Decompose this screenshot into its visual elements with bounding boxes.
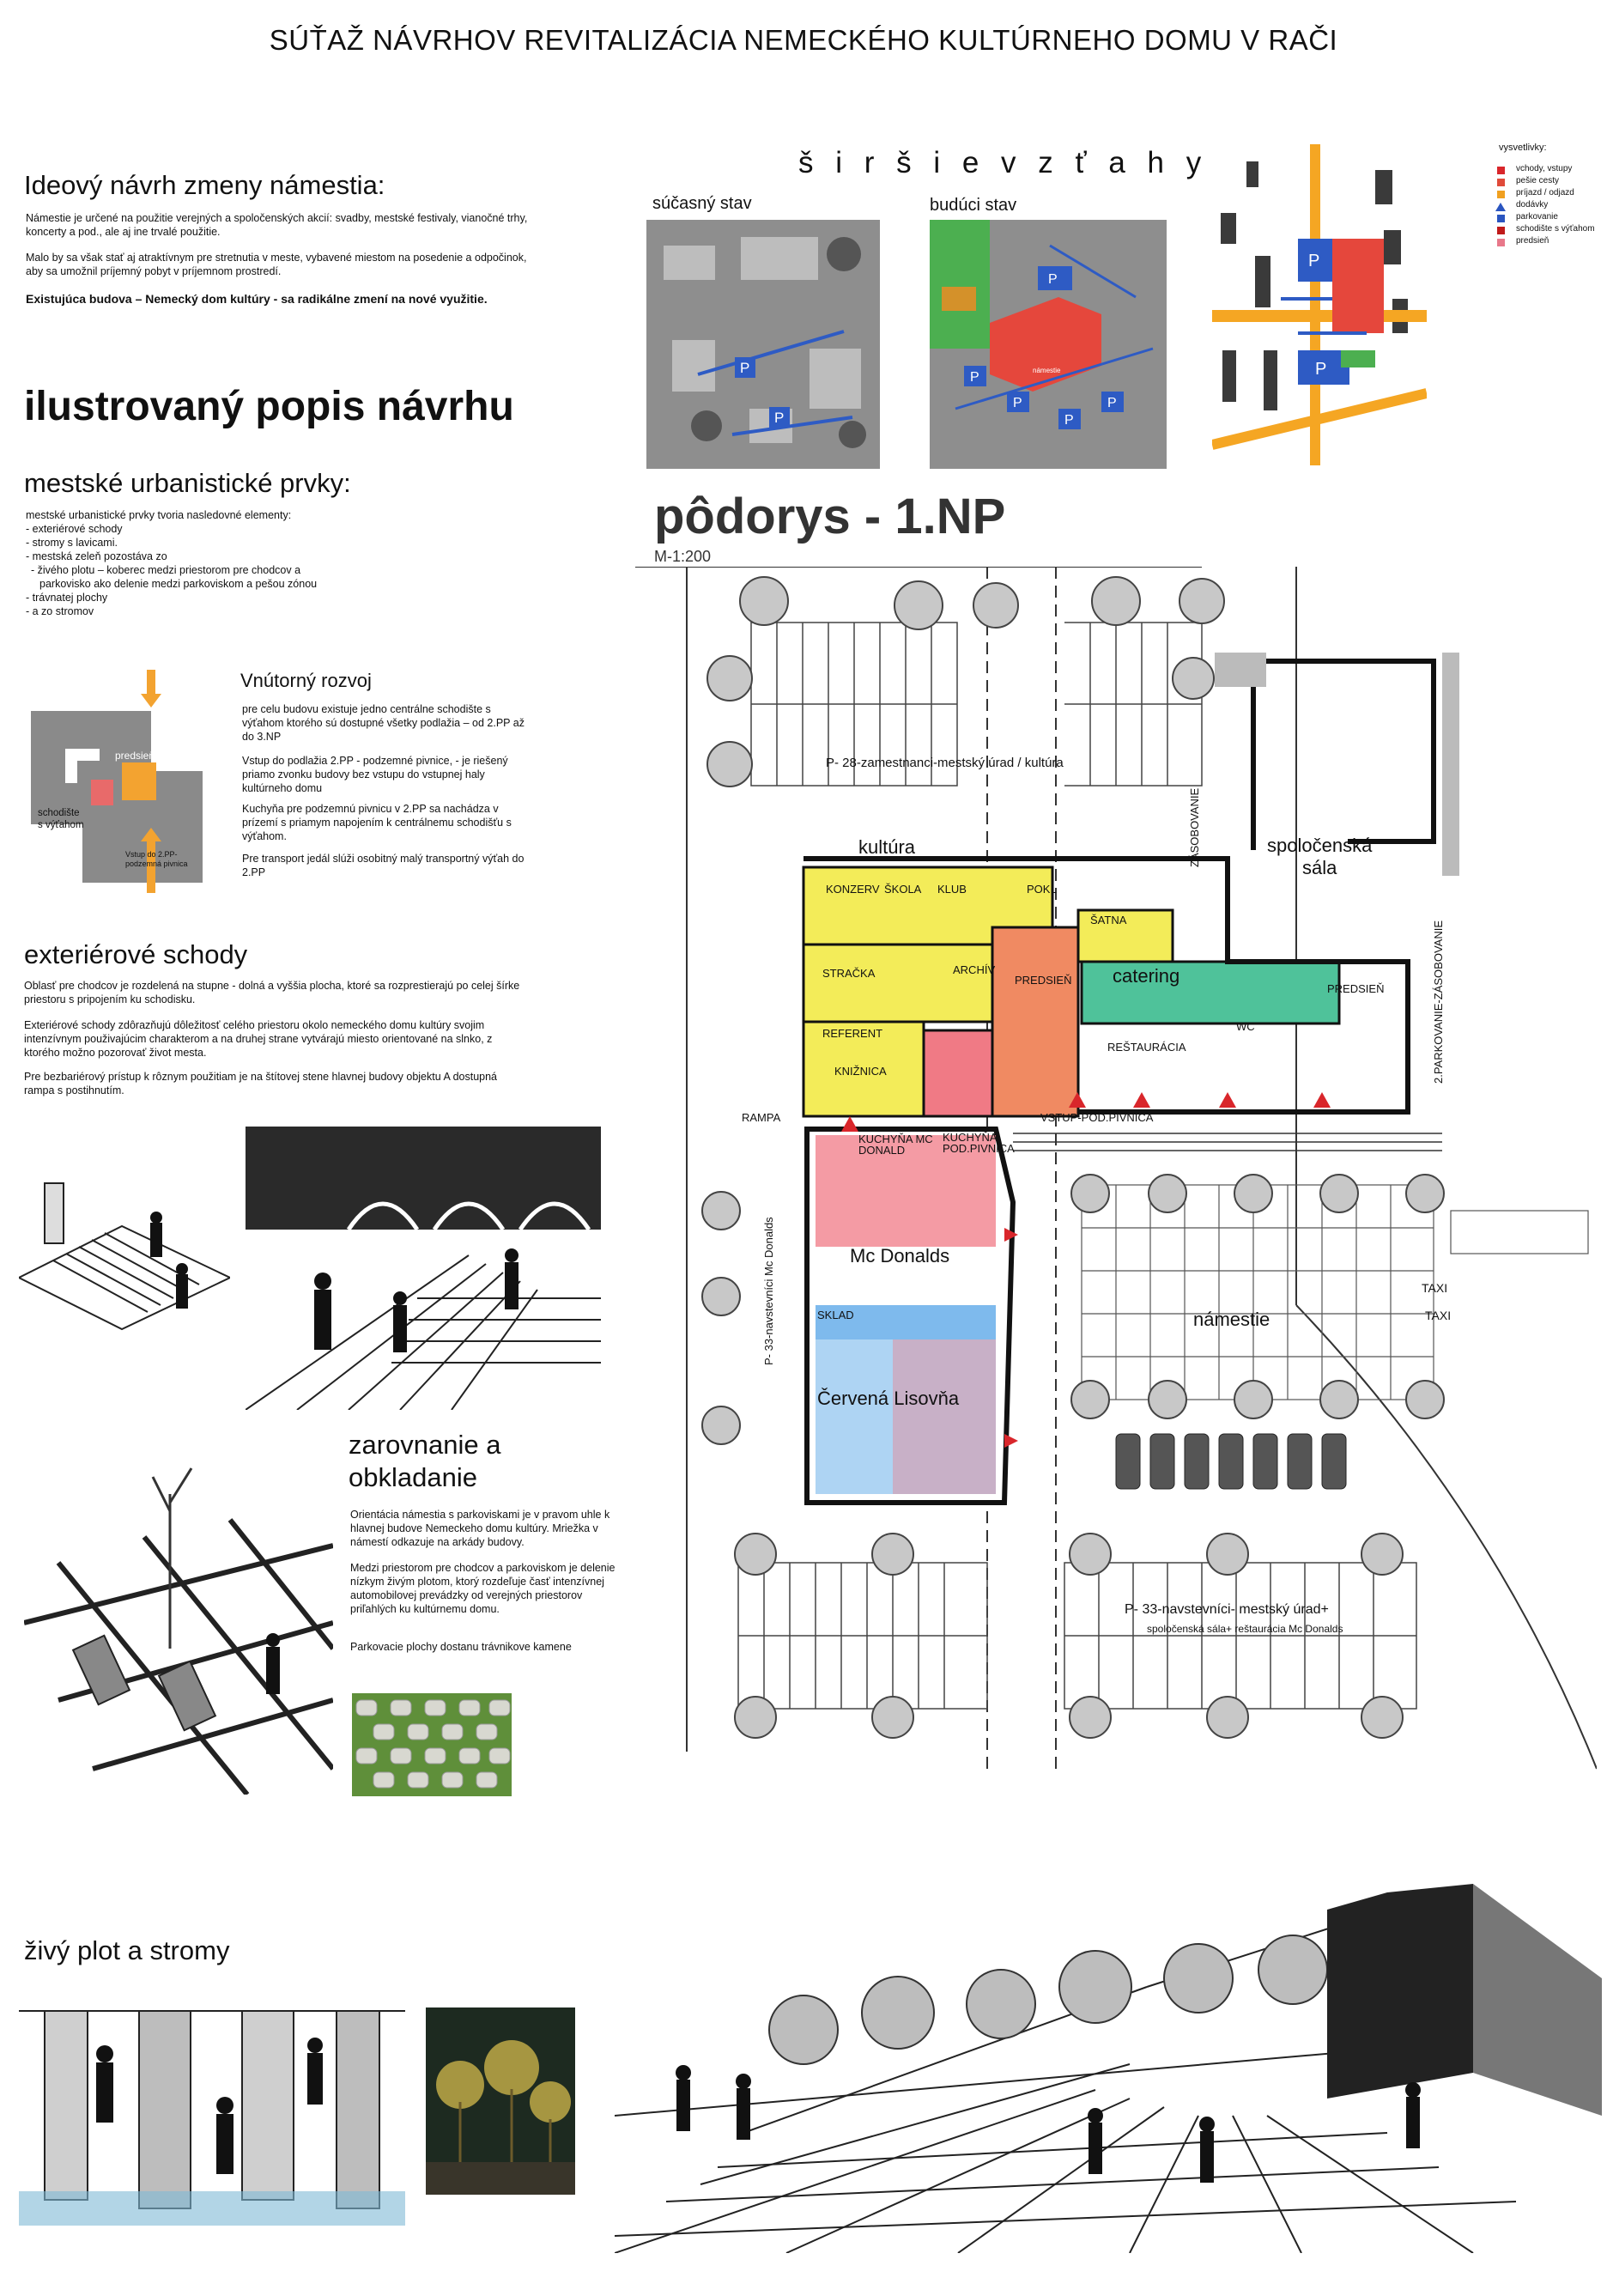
mcdonalds-label: Mc Donalds — [850, 1245, 950, 1266]
p33-label-1: P- 33-navstevníci- mestský úrad+ — [1125, 1602, 1329, 1617]
stairs-sketch-2 — [246, 1127, 601, 1410]
legend-item: parkovanie — [1516, 212, 1558, 222]
room-label: RAMPA — [742, 1111, 781, 1124]
exterierove-heading: exteriérové schody — [24, 939, 248, 969]
mestske-item: - živého plotu – koberec medzi priestorom pre chodcov a — [31, 564, 301, 576]
grid-tree-sketch — [24, 1443, 333, 1795]
plan-title: pôdorys - 1.NP — [654, 489, 1006, 544]
mestske-item: - exteriérové schody — [26, 523, 123, 535]
svg-text:P: P — [970, 370, 979, 385]
room-label: KONZERV — [826, 883, 880, 896]
legend-items — [1516, 163, 1595, 247]
schodiste-label: schodište s výťahom — [38, 808, 84, 830]
room-label: KNIŽNICA — [834, 1065, 887, 1078]
svg-text:P: P — [1064, 413, 1074, 428]
legend-item: príjazd / odjazd — [1516, 188, 1574, 197]
zarovnanie-heading-line2: obkladanie — [349, 1462, 477, 1492]
svg-text:P: P — [1308, 252, 1320, 270]
room-label: PREDSIEŇ — [1015, 974, 1072, 987]
legend-item: predsieň — [1516, 236, 1549, 246]
room-label: REŠTAURÁCIA — [1107, 1041, 1186, 1054]
room-label: REFERENT — [822, 1027, 883, 1040]
taxi-label-2: TAXI — [1425, 1309, 1452, 1322]
room-label: KLUB — [937, 883, 967, 896]
mestske-item: - a zo stromov — [26, 605, 94, 617]
predsien-label: predsieň — [115, 750, 155, 762]
namestie-small-label: námestie — [1033, 367, 1061, 374]
ilustrovany-heading: ilustrovaný popis návrhu — [24, 384, 514, 429]
mestske-item: - stromy s lavicami. — [26, 537, 118, 549]
svg-text:P: P — [1013, 396, 1022, 410]
legend-item: vchody, vstupy — [1516, 164, 1573, 173]
p33-label-2: spoločenská sála+ reštaurácia Mc Donalds — [1147, 1623, 1343, 1635]
zarovnanie-p3: Parkovacie plochy dostanu trávnikove kamene — [350, 1641, 572, 1653]
room-label: KUCHYŇA POD.PIVNICA — [943, 1131, 1015, 1155]
mestske-item: parkovisko ako delenie medzi parkoviskom a pešou zónou — [39, 578, 318, 590]
night-trees-photo — [426, 2007, 575, 2195]
room-label: PREDSIEŇ — [1327, 982, 1385, 995]
room-label: 2.PARKOVANIE-ZÁSOBOVANIE — [1432, 920, 1445, 1084]
room-label: ZÁSOBOVANIE — [1188, 787, 1201, 867]
plan-scale: M-1:200 — [654, 548, 712, 565]
room-label: ARCHÍV — [953, 963, 996, 976]
spolocenska-line2: sála — [1301, 857, 1337, 878]
legend-item: pešie cesty — [1516, 176, 1560, 185]
buduci-label: budúci stav — [930, 196, 1017, 215]
square-perspective — [615, 1858, 1602, 2253]
cervena-label: Červená Lisovňa — [817, 1388, 960, 1409]
stairs-sketch-1 — [19, 1149, 230, 1355]
mestske-intro: mestské urbanistické prvky tvoria nasledovné elementy: — [26, 509, 292, 521]
aerial-current — [646, 220, 880, 469]
sucasny-label: súčasný stav — [652, 194, 752, 213]
vnutorny-p4: Pre transport jedál slúži osobitný malý transportný výťah do 2.PP — [242, 853, 525, 878]
legend-item: dodávky — [1516, 200, 1549, 210]
legend-title: vysvetlivky: — [1499, 143, 1547, 153]
room-label: ŠATNA — [1090, 914, 1127, 926]
svg-text:P: P — [1048, 272, 1058, 287]
svg-text:P: P — [740, 360, 750, 376]
vnutorny-heading: Vnútorný rozvoj — [240, 670, 372, 691]
spolocenska-label — [1267, 835, 1372, 879]
poster-title: SÚŤAŽ NÁVRHOV REVITALIZÁCIA NEMECKÉHO KULTÚRNEHO DOMU V RAČI — [269, 24, 1338, 56]
taxi-label-1: TAXI — [1422, 1281, 1448, 1295]
p33-side-label: P- 33-navstevníci Mc Donalds — [762, 1217, 775, 1365]
zarovnanie-p1: Orientácia námestia s parkoviskami je v pravom uhle k hlavnej budove Nemeckeho domu kultúry. Mriežka v námestí odkazuje na arkády budovy. — [350, 1509, 610, 1548]
exterierove-p1: Oblasť pre chodcov je rozdelená na stupne - dolná a vyššia plocha, ktoré sa rozprestierajú po celej šírke priestoru s pripojením ku schodisku. — [24, 980, 520, 1005]
mestske-item: - mestská zeleň pozostáva zo — [26, 550, 167, 562]
svg-text:P: P — [774, 410, 785, 426]
site-plan-outer — [1212, 144, 1427, 465]
vnutorny-p3: Kuchyňa pre podzemnú pivnicu v 2.PP sa nachádza v prízemí s priamym napojením k centrálnemu schodišťu s výťahom. — [242, 803, 512, 842]
room-label: WC — [1236, 1020, 1255, 1033]
p28-label: P- 28-zamestnanci-mestský úrad / kultúra — [826, 756, 1064, 770]
zarovnanie-heading — [349, 1429, 501, 1494]
vstup-label: Vstup do 2.PP- podzemná pivnica — [125, 850, 188, 868]
namestie-label: námestie — [1193, 1309, 1270, 1330]
vnutorny-p1: pre celu budovu existuje jedno centrálne schodište s výťahom ktorého sú dostupné všetky podlažia – od 2.PP až do 3.NP — [242, 703, 525, 743]
room-label: ŠKOLA — [884, 883, 922, 896]
floor-plan — [635, 567, 1597, 1786]
room-label: SKLAD — [817, 1309, 854, 1321]
mestske-item: - trávnatej plochy — [26, 592, 108, 604]
hedge-sketch — [19, 1985, 405, 2226]
room-label: VSTUP-POD.PIVNICA — [1040, 1111, 1154, 1124]
catering-label: catering — [1113, 965, 1180, 987]
mestske-list — [26, 508, 386, 618]
svg-text:P: P — [1107, 396, 1117, 410]
ideovy-heading: Ideový návrh zmeny námestia: — [24, 170, 385, 200]
kultura-label: kultúra — [858, 836, 916, 858]
legend-item: schodište s výťahom — [1516, 224, 1595, 234]
zarovnanie-heading-line1: zarovnanie a — [349, 1430, 501, 1460]
aerial-future — [930, 220, 1167, 469]
grass-paver-photo — [352, 1693, 512, 1796]
vnutorny-p2: Vstup do podlažia 2.PP - podzemné pivnice, - je riešený priamo zvonku budovy bez vstupu do vstupnej haly kultúrneho domu — [242, 755, 508, 794]
ideovy-p1: Námestie je určené na použitie verejných a spoločenských akcií: svadby, mestské festivaly, vianočné trhy, koncerty a pod., ale aj ine trvalé použitie. — [26, 212, 528, 238]
zivy-heading: živý plot a stromy — [24, 1935, 230, 1965]
exterierove-p2: Exteriérové schody zdôrazňujú dôležitosť celého priestoru okolo nemeckého domu kultúry svojim intenzívnym použivajúcim charakterom a na druhej strane vytvárajú miesto orientované na slnko, z ktorého možno pozorovať život mesta. — [24, 1019, 493, 1059]
room-label: STRAČKA — [822, 967, 876, 980]
zarovnanie-p2: Medzi priestorom pre chodcov a parkoviskom je delenie nízkym živým plotom, ktorý rozdeľuje časť intenzívnej automobilovej prevádzky od verejných priestorov priľahlých ku kultúrnemu domu. — [350, 1562, 616, 1615]
sirsie-heading: š i r š i e v z ť a h y — [798, 146, 1209, 179]
mestske-heading: mestské urbanistické prvky: — [24, 468, 351, 498]
room-label: POKL — [1027, 883, 1057, 896]
ideovy-p2: Malo by sa však stať aj atraktívnym pre stretnutia v meste, vybavené miestom na posedenie a odpočinok, aby sa umožnil príjemný pobyt v príjemnom prostredí. — [26, 252, 527, 277]
ideovy-p3: Existujúca budova – Nemecký dom kultúry - sa radikálne zmení na nové využitie. — [26, 292, 488, 306]
room-label: KUCHYŇA MC DONALD — [858, 1133, 933, 1157]
spolocenska-line1: spoločenská — [1267, 835, 1373, 856]
exterierove-p3: Pre bezbariérový prístup k rôznym použitiam je na štítovej stene hlavnej budovy objektu A dostupná rampa s postihnutím. — [24, 1071, 498, 1096]
svg-text:P: P — [1315, 360, 1327, 379]
